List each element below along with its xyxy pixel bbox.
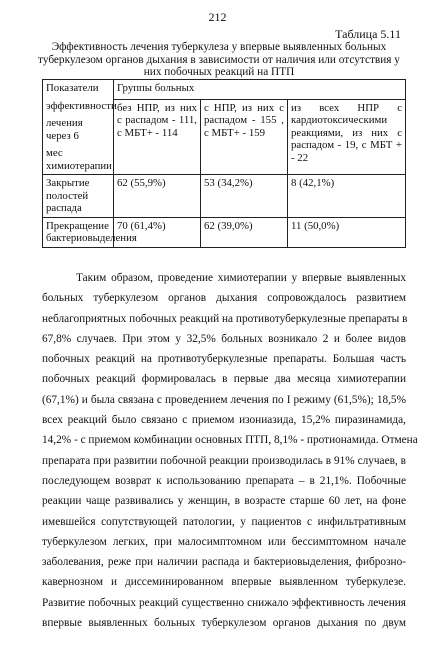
table-row [43,175,406,218]
groups-header-cell: Группы больных [114,80,406,100]
indicator-header-cell [43,80,117,175]
indicator-header-line: мес химиотерапии [46,147,112,172]
body-line: имевшейся сопутствующей патологии, у пациентов с инфильтративным [42,515,406,528]
body-line: больных туберкулезом органов дыхания сопровождалось развитием [42,292,406,305]
group-header-cell: без НПР, из них с распадом - 111, с МБТ+ - 114 [114,99,201,174]
body-line: побочных реакций на противотуберкулезные препараты. Большая часть [42,353,406,366]
body-line: 14,2% - с приемом комбинации основных ПТП, 8,1% - протионамида. Отмена [42,434,418,447]
results-table [42,79,406,248]
body-line: кавернозном и диссеминированном впервые выявленном туберкулезе. [42,576,406,589]
value-cell: 70 (61,4%) [114,217,201,247]
group-header-cell: из всех НПР с кардиотоксическими реакциями, из них с распадом - 19, с МБТ + - 22 [288,99,406,174]
group-header-cell: с НПР, из них с распадом - 155 , с МБТ+ - 159 [201,99,288,174]
body-line: (67,1%) и была связана с проведением лечения по I режиму (61,5%); 18,5% [42,393,406,406]
body-line: Развитие побочных реакций существенно снижало эффективность лечения [42,596,406,609]
indicator-header-line: Показатели [46,82,99,94]
indicator-cell: Прекращение бактериовыделения [43,217,114,247]
table-row [43,217,406,247]
body-line: последующем возврат к использованию препарата – в 21,1%. Побочные [42,474,406,487]
body-line: неблагоприятных побочных реакций на противотуберкулезные препараты в [42,312,408,325]
indicator-header-line: лечения через 6 [46,117,83,142]
body-line: реакции чаще развивались у женщин, в возрасте старше 60 лет, на фоне [42,495,406,508]
body-paragraph [42,268,418,633]
indicator-cell: Закрытие полостей распада [43,175,114,218]
body-line: препарата при развитии побочной реакции производилась в 91% случаев, в [42,454,406,467]
value-cell: 11 (50,0%) [288,217,406,247]
value-cell: 8 (42,1%) [288,175,406,218]
value-cell: 53 (34,2%) [201,175,288,218]
body-line: побочных реакций формировалась в первые два месяца химиотерапии [42,373,406,386]
body-line: 67,8% случаев. При этом у 32,5% больных возникало 2 и более видов [42,332,406,345]
body-line: впервые выявленных больных туберкулезом органов дыхания по двум [42,617,406,630]
body-line: заболевания, реже при наличии распада и бактериовыделения, фиброзно- [42,556,406,569]
table-header-row [43,80,406,100]
table-caption: Эффективность лечения туберкулеза у впервые выявленных больных туберкулезом органов дыхания в зависимости от наличия или отсутствия у них побочных реакций на ПТП [38,41,400,78]
table-label: Таблица 5.11 [335,27,401,41]
value-cell: 62 (39,0%) [201,217,288,247]
body-line: всех реакций было связано с приемом изониазида, 15,2% пиразинамида, [42,414,406,427]
body-line: Таким образом, проведение химиотерапии у впервые выявленных [76,272,406,284]
indicator-header-line: эффективности [46,99,117,112]
value-cell: 62 (55,9%) [114,175,201,218]
page-number: 212 [208,10,227,24]
body-line: туберкулезом легких, при малосимптомном или бессимптомном начале [42,535,406,548]
